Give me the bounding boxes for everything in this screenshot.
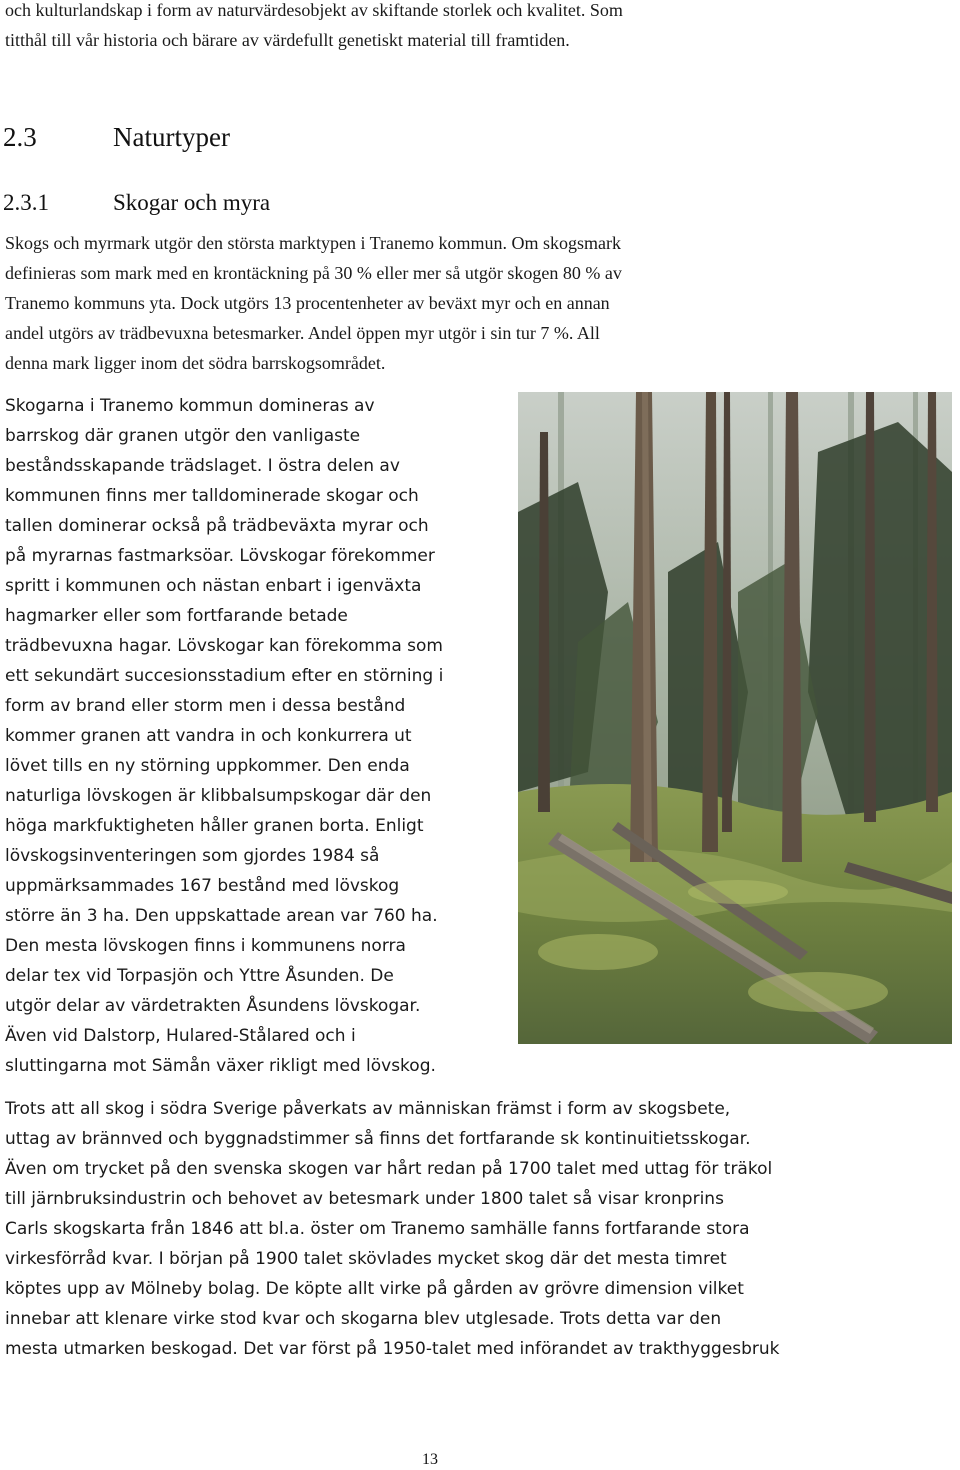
text-line: titthål till vår historia och bärare av värdefullt genetiskt material till framtiden. bbox=[5, 30, 570, 50]
subsection-number: 2.3.1 bbox=[3, 190, 49, 215]
text-line: definieras som mark med en krontäckning på 30 % eller mer så utgör skogen 80 % av bbox=[5, 263, 622, 283]
text-line: Skogs och myrmark utgör den största marktypen i Tranemo kommun. Om skogsmark bbox=[5, 233, 621, 253]
paragraph-3 bbox=[5, 1094, 780, 1364]
text-line: till järnbruksindustrin och behovet av betesmark under 1800 talet så visar kronprins bbox=[5, 1189, 724, 1209]
text-line: ett sekundärt succesionsstadium efter en störning i bbox=[5, 666, 444, 686]
text-line: Skogarna i Tranemo kommun domineras av bbox=[5, 396, 375, 416]
text-line: uttag av brännved och byggnadstimmer så finns det fortfarande sk kontinuitietsskogar. bbox=[5, 1129, 751, 1149]
text-line: sluttingarna mot Sämån växer rikligt med lövskog. bbox=[5, 1056, 436, 1076]
text-line: trädbevuxna hagar. Lövskogar kan förekomma som bbox=[5, 636, 443, 656]
text-line: utgör delar av värdetrakten Åsundens lövskogar. bbox=[5, 996, 421, 1016]
text-line: andel utgörs av trädbevuxna betesmarker. Andel öppen myr utgör i sin tur 7 %. All bbox=[5, 323, 600, 343]
text-line: beståndsskapande trädslaget. I östra delen av bbox=[5, 456, 400, 476]
text-line: innebar att klenare virke stod kvar och skogarna blev utglesade. Trots detta var den bbox=[5, 1309, 722, 1329]
text-line: Även om trycket på den svenska skogen var hårt redan på 1700 talet med uttag för träkol bbox=[5, 1159, 773, 1179]
section-title: Naturtyper bbox=[113, 122, 230, 152]
text-line: lövet tills en ny störning uppkommer. Den enda bbox=[5, 756, 410, 776]
text-line: kommer granen att vandra in och konkurrera ut bbox=[5, 726, 412, 746]
text-line: köptes upp av Mölneby bolag. De köpte allt virke på gården av grövre dimension vilket bbox=[5, 1279, 744, 1299]
text-line: och kulturlandskap i form av naturvärdesobjekt av skiftande storlek och kvalitet. Som bbox=[5, 0, 623, 20]
paragraph-1 bbox=[5, 228, 622, 378]
text-line: Tranemo kommuns yta. Dock utgörs 13 procentenheter av beväxt myr och en annan bbox=[5, 293, 610, 313]
text-line: naturliga lövskogen är klibbalsumpskogar där den bbox=[5, 786, 432, 806]
text-line: höga markfuktigheten håller granen borta. Enligt bbox=[5, 816, 424, 836]
text-line: tallen dominerar också på trädbeväxta myrar och bbox=[5, 516, 429, 536]
subsection-heading bbox=[3, 190, 270, 216]
forest-photo bbox=[518, 392, 952, 1044]
text-line: barrskog där granen utgör den vanligaste bbox=[5, 426, 361, 446]
text-line: Den mesta lövskogen finns i kommunens norra bbox=[5, 936, 406, 956]
section-number: 2.3 bbox=[3, 122, 37, 152]
section-heading bbox=[3, 122, 230, 153]
paragraph-2 bbox=[5, 391, 443, 1081]
subsection-title: Skogar och myra bbox=[113, 190, 271, 215]
text-line: spritt i kommunen och nästan enbart i igenväxta bbox=[5, 576, 422, 596]
page-number: 13 bbox=[422, 1451, 438, 1468]
text-line: Trots att all skog i södra Sverige påverkats av människan främst i form av skogsbete, bbox=[5, 1099, 731, 1119]
text-line: form av brand eller storm men i dessa bestånd bbox=[5, 696, 406, 716]
text-line: mesta utmarken beskogad. Det var först på 1950-talet med införandet av trakthyggesbruk bbox=[5, 1339, 780, 1359]
text-line: Carls skogskarta från 1846 att bl.a. öster om Tranemo samhälle fanns fortfarande stora bbox=[5, 1219, 750, 1239]
text-line: kommunen finns mer talldominerade skogar och bbox=[5, 486, 419, 506]
text-line: lövskogsinventeringen som gjordes 1984 så bbox=[5, 846, 380, 866]
text-line: delar tex vid Torpasjön och Yttre Åsunden. De bbox=[5, 966, 394, 986]
text-line: större än 3 ha. Den uppskattade arean var 760 ha. bbox=[5, 906, 438, 926]
text-line: på myrarnas fastmarksöar. Lövskogar förekommer bbox=[5, 546, 435, 566]
text-line: denna mark ligger inom det södra barrskogsområdet. bbox=[5, 353, 386, 373]
text-line: virkesförråd kvar. I början på 1900 talet skövlades mycket skog där det mesta timret bbox=[5, 1249, 727, 1269]
text-line: Även vid Dalstorp, Hulared-Stålared och i bbox=[5, 1026, 356, 1046]
text-line: hagmarker eller som fortfarande betade bbox=[5, 606, 348, 626]
intro-paragraph bbox=[5, 0, 623, 55]
text-line: uppmärksammades 167 bestånd med lövskog bbox=[5, 876, 400, 896]
